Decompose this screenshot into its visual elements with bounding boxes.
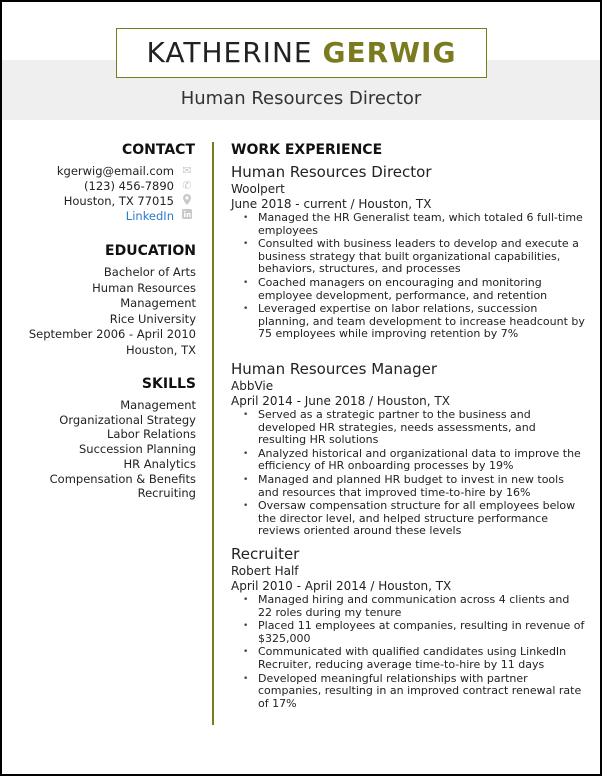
job-position: Recruiter <box>231 545 300 563</box>
bullet-item: • Consulted with business leaders to develop and execute a business strategy that built organizational capabilities, behaviors, structures, and processes <box>243 237 579 276</box>
envelope-icon: ✉ <box>182 164 192 177</box>
field-of-study-line1: Human Resources <box>92 280 196 295</box>
job-entry <box>231 360 586 539</box>
skill-item: Labor Relations <box>107 427 196 442</box>
contact-heading: CONTACT <box>121 142 195 158</box>
work-experience-section <box>231 142 586 158</box>
education-dates: September 2006 - April 2010 <box>28 327 196 341</box>
education-section <box>6 243 196 358</box>
bullet-text: Oversaw compensation structure for all employees below the director level, and helped structure performance reviews oriented around these levels <box>258 499 576 538</box>
bullet-item: • Served as a strategic partner to the business and developed HR strategies, needs assessments, and resulting HR solutions <box>243 408 536 447</box>
job-dates: April 2010 - April 2014 / Houston, TX <box>231 579 452 593</box>
job-company: Woolpert <box>231 182 285 196</box>
job-bullets <box>231 594 586 710</box>
bullet-text: Managed the HR Generalist team, which totaled 6 full-time employees <box>258 211 583 237</box>
bullet-text: Developed meaningful relationships with partner companies, resulting in an improved contract renewal rate of 17% <box>258 671 582 710</box>
job-company: AbbVie <box>231 379 274 393</box>
bullet-text: Managed hiring and communication across 4 clients and 22 roles during my tenure <box>258 593 570 619</box>
bullet-text: Communicated with qualified candidates using LinkedIn Recruiter, reducing average time-to-hire by 11 days <box>258 645 567 671</box>
bullet-item: • Oversaw compensation structure for all employees below the director level, and helped structure performance reviews oriented around these levels <box>243 499 576 538</box>
bullet-item: • Analyzed historical and organizational data to improve the efficiency of HR onboarding processes by 19% <box>243 446 581 473</box>
contact-phone-line <box>5 178 195 193</box>
linkedin-link[interactable]: LinkedIn <box>125 208 174 223</box>
education-heading: EDUCATION <box>105 243 196 259</box>
school: Rice University <box>109 311 196 326</box>
last-name: GERWIG <box>322 36 457 69</box>
job-title: Human Resources Director <box>180 88 422 109</box>
contact-section <box>5 142 195 223</box>
skill-item: Succession Planning <box>78 442 196 457</box>
email-text: kgerwig@email.com <box>56 163 174 178</box>
skills-heading: SKILLS <box>141 376 196 392</box>
contact-location-line <box>5 193 195 208</box>
bullet-item: • Coached managers on encouraging and monitoring employee development, performance, and retention <box>243 275 548 302</box>
bullet-text: Placed 11 employees at companies, resulting in revenue of $325,000 <box>258 619 585 645</box>
skill-item: Management <box>120 398 196 412</box>
bullet-text: Consulted with business leaders to develop and execute a business strategy that built organizational capabilities, behaviors, structures, and processes <box>258 237 579 276</box>
bullet-text: Managed and planned HR budget to invest in new tools and resources that improved time-to-hire by 16% <box>258 472 564 499</box>
job-dates: April 2014 - June 2018 / Houston, TX <box>231 394 450 408</box>
field-of-study-line2: Management <box>120 296 196 310</box>
degree: Bachelor of Arts <box>103 265 196 279</box>
job-dates: June 2018 - current / Houston, TX <box>231 197 432 211</box>
job-bullets <box>231 409 586 538</box>
skills-section <box>6 376 196 501</box>
bullet-item: • Leveraged expertise on labor relations, succession planning, and team development to increase headcount by 75 employees while improving retention by 7% <box>243 302 585 341</box>
bullet-text: Analyzed historical and organizational data to improve the efficiency of HR onboarding processes by 19% <box>258 446 581 473</box>
location-text: Houston, TX 77015 <box>63 193 174 208</box>
map-pin-icon <box>179 194 195 208</box>
bullet-item: • Communicated with qualified candidates using LinkedIn Recruiter, reducing average time-to-hire by 11 days <box>243 645 567 671</box>
skill-item: Recruiting <box>137 486 196 501</box>
skill-item: HR Analytics <box>123 456 196 471</box>
bullet-text: Coached managers on encouraging and monitoring employee development, performance, and retention <box>258 275 548 302</box>
skill-item: Compensation & Benefits <box>49 471 196 486</box>
job-entry <box>231 163 586 342</box>
first-name: KATHERINE <box>146 36 313 69</box>
job-company: Robert Half <box>231 564 299 578</box>
phone-icon: ✆ <box>182 179 192 192</box>
bullet-item: • Managed hiring and communication across 4 clients and 22 roles during my tenure <box>243 593 570 619</box>
job-bullets <box>231 212 586 341</box>
column-divider <box>212 142 214 725</box>
contact-linkedin-line <box>5 208 195 223</box>
bullet-text: Served as a strategic partner to the business and developed HR strategies, needs assessments, and resulting HR solutions <box>258 408 536 447</box>
linkedin-icon <box>179 209 195 222</box>
job-position: Human Resources Manager <box>231 360 437 378</box>
bullet-item: • Developed meaningful relationships with partner companies, resulting in an improved contract renewal rate of 17% <box>243 671 582 710</box>
bullet-item: • Placed 11 employees at companies, resulting in revenue of $325,000 <box>243 619 585 645</box>
job-entry <box>231 545 586 711</box>
bullet-item: • Managed the HR Generalist team, which totaled 6 full-time employees <box>243 211 583 237</box>
skill-item: Organizational Strategy <box>59 412 196 427</box>
resume-page <box>2 2 600 774</box>
contact-email-line <box>5 163 195 178</box>
job-position: Human Resources Director <box>231 163 432 181</box>
education-location: Houston, TX <box>125 342 196 357</box>
phone-text: (123) 456-7890 <box>84 178 174 193</box>
name-box <box>116 28 487 78</box>
bullet-text: Leveraged expertise on labor relations, succession planning, and team development to increase headcount by 75 employees while improving retention by 7% <box>258 302 585 341</box>
bullet-item: • Managed and planned HR budget to invest in new tools and resources that improved time-to-hire by 16% <box>243 472 564 499</box>
work-experience-heading: WORK EXPERIENCE <box>231 142 383 158</box>
